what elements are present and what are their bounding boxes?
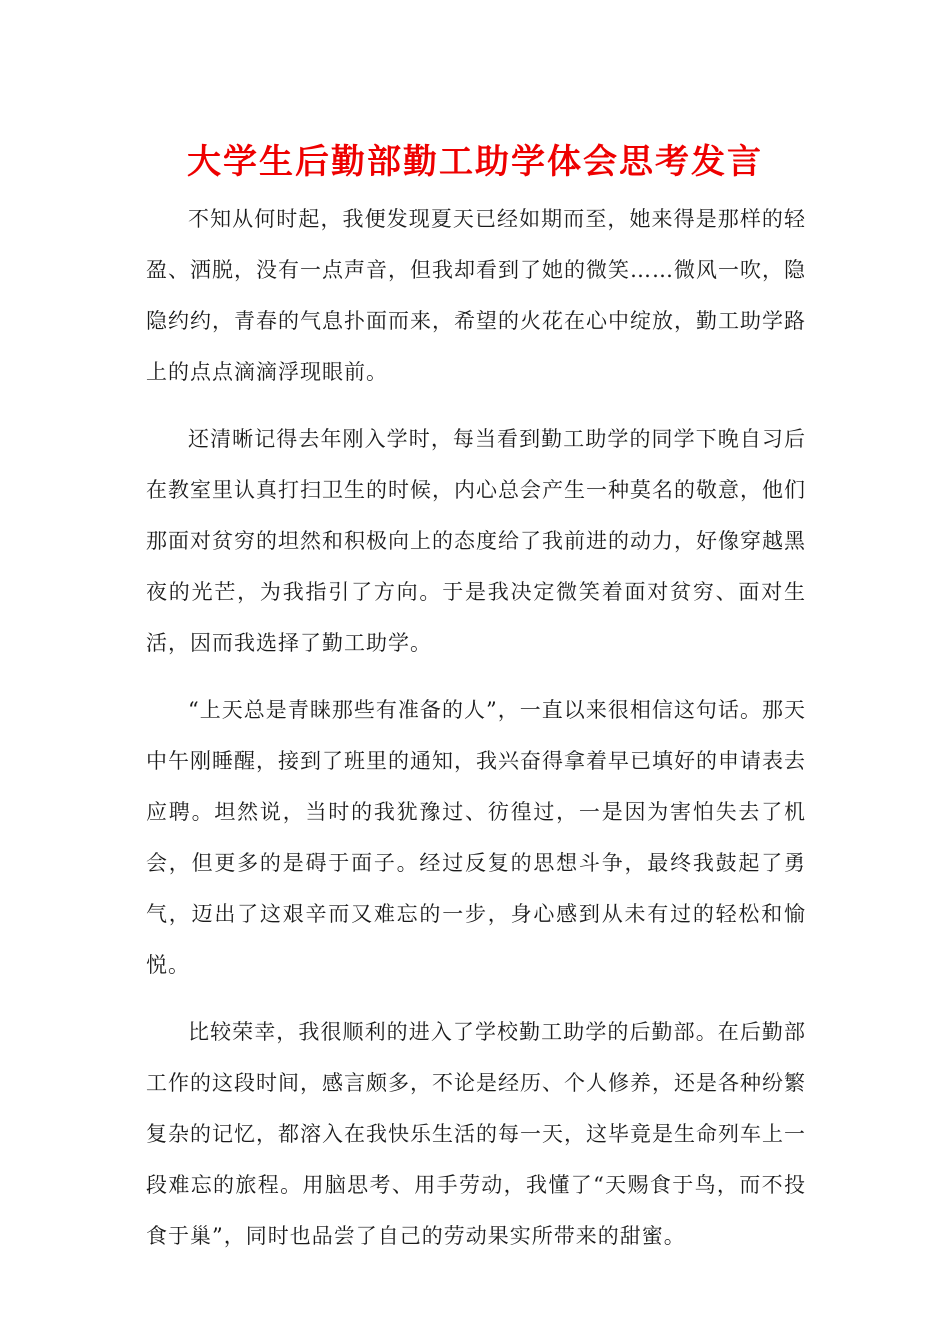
paragraph-4: 比较荣幸，我很顺利的进入了学校勤工助学的后勤部。在后勤部工作的这段时间，感言颇多，不论是经历、个人修养，还是各种纷繁复杂的记忆，都溶入在我快乐生活的每一天，这毕竟是生命列车上一段难忘的旅程。用脑思考、用手劳动，我懂了“天赐食于鸟，而不投食于巢”，同时也品尝了自己的劳动果实所带来的甜蜜。	[146, 1020, 806, 1248]
paragraph-3: “上天总是青睐那些有准备的人”，一直以来很相信这句话。那天中午刚睡醒，接到了班里的通知，我兴奋得拿着早已填好的申请表去应聘。坦然说，当时的我犹豫过、彷徨过，一是因为害怕失去了机会，但更多的是碍于面子。经过反复的思想斗争，最终我鼓起了勇气，迈出了这艰辛而又难忘的一步，身心感到从未有过的轻松和愉悦。	[146, 698, 806, 977]
paragraph-1: 不知从何时起，我便发现夏天已经如期而至，她来得是那样的轻盈、洒脱，没有一点声音，但我却看到了她的微笑……微风一吹，隐隐约约，青春的气息扑面而来，希望的火花在心中绽放，勤工助学路上的点点滴滴浮现眼前。	[146, 207, 806, 384]
document-title: 大学生后勤部勤工助学体会思考发言	[187, 142, 763, 182]
paragraph-2: 还清晰记得去年刚入学时，每当看到勤工助学的同学下晚自习后在教室里认真打扫卫生的时候，内心总会产生一种莫名的敬意，他们那面对贫穷的坦然和积极向上的态度给了我前进的动力，好像穿越黑夜的光芒，为我指引了方向。于是我决定微笑着面对贫穷、面对生活，因而我选择了勤工助学。	[146, 427, 806, 655]
document-body	[146, 194, 806, 1278]
